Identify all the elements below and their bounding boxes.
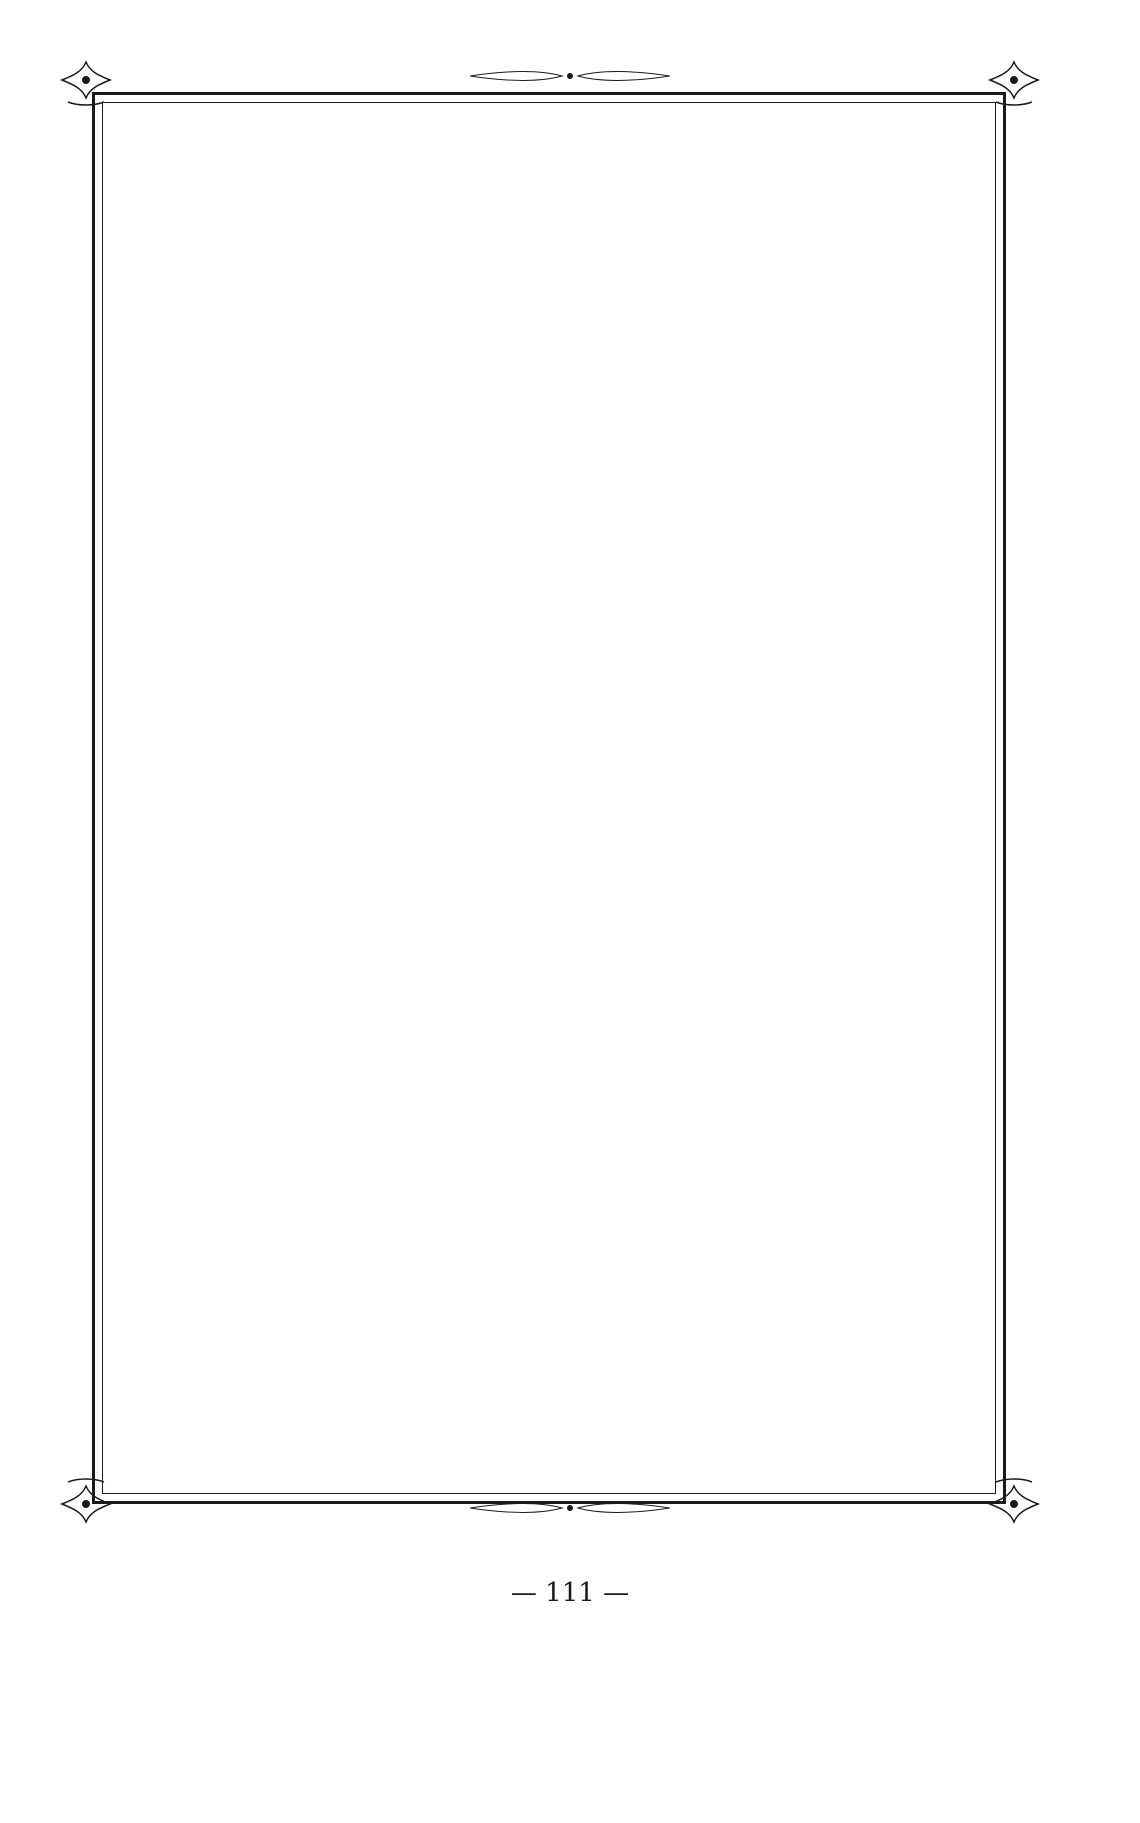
- scroll-divider-icon: [470, 68, 670, 84]
- fleuron-icon: [58, 1470, 114, 1526]
- page-body-text: [132, 142, 968, 1482]
- fleuron-icon: [986, 58, 1042, 114]
- scroll-divider-icon: [470, 1500, 670, 1516]
- page-number: — 111 —: [510, 1578, 630, 1608]
- fleuron-icon: [58, 58, 114, 114]
- fleuron-icon: [986, 1470, 1042, 1526]
